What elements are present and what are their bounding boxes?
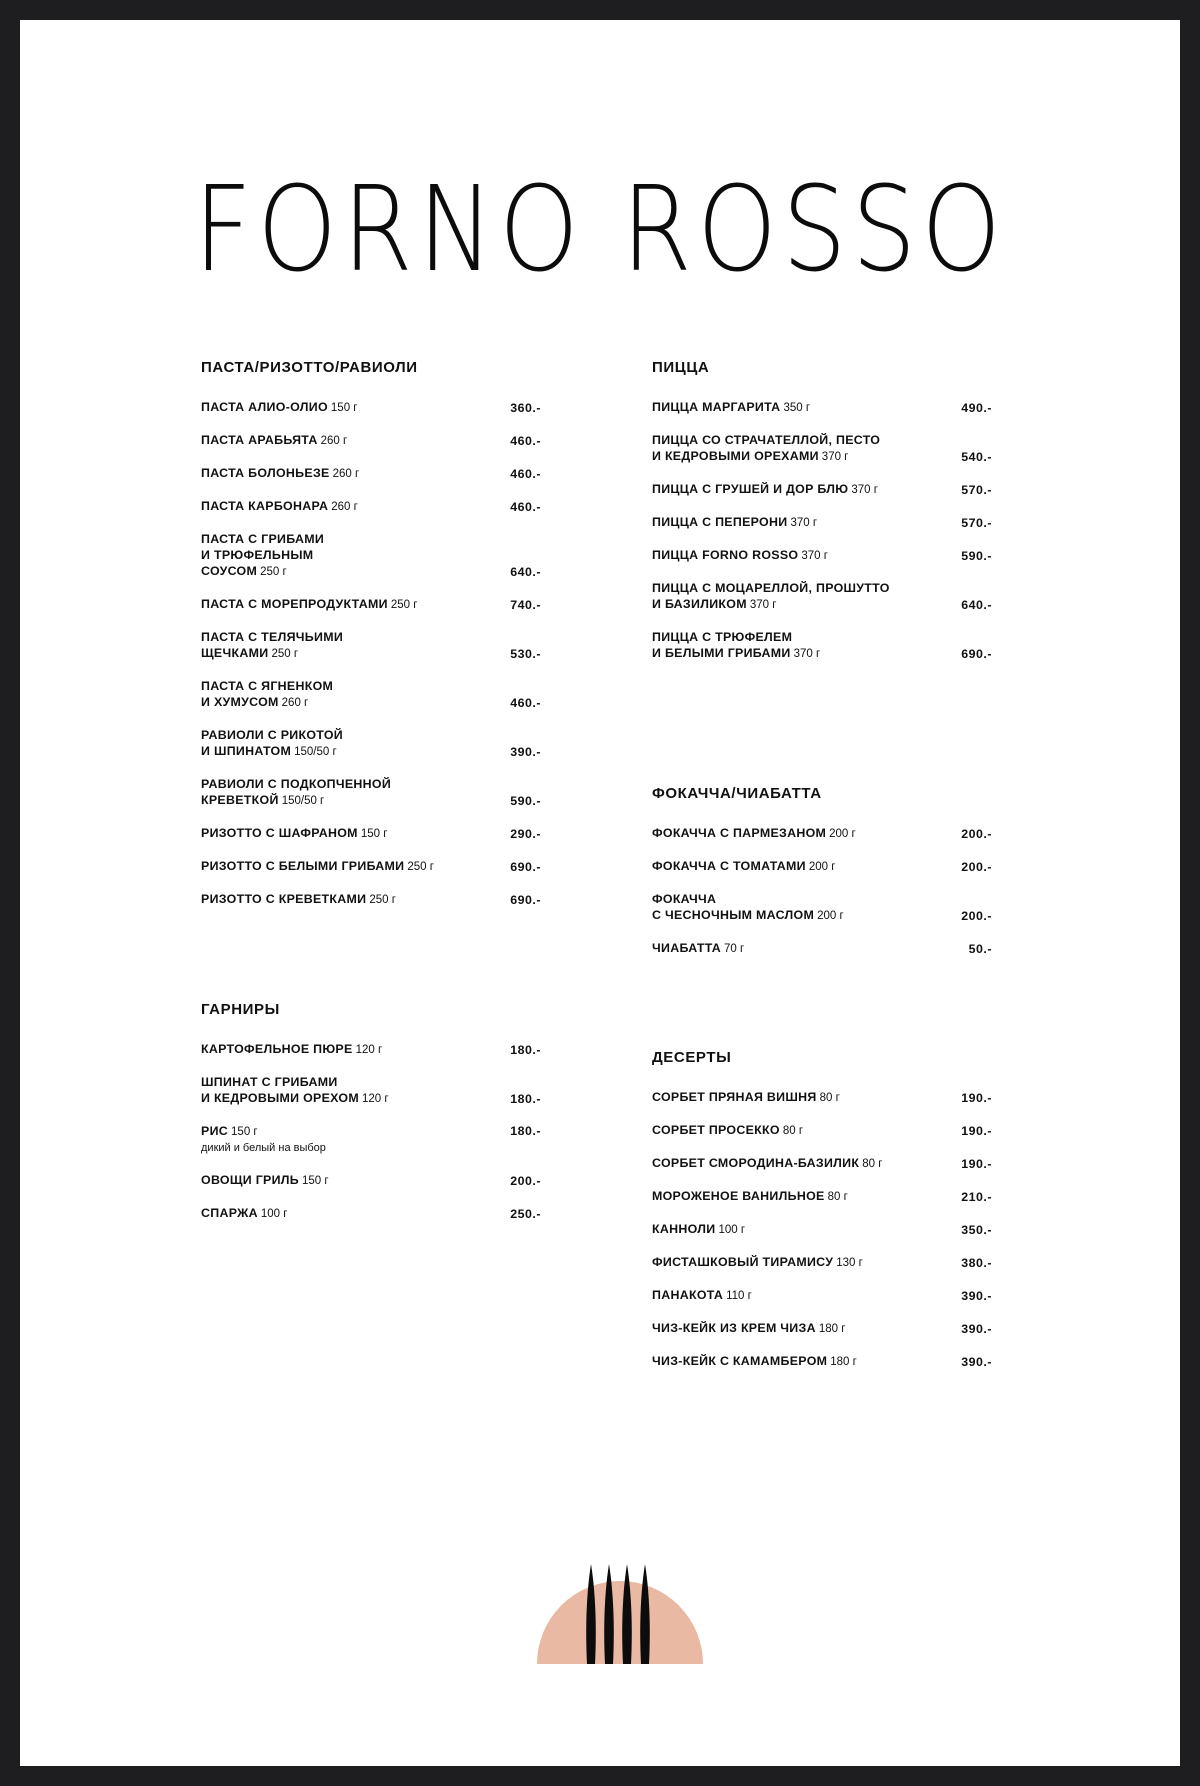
item-list bbox=[652, 825, 992, 957]
menu-item-name: ПИЦЦА СО СТРАЧАТЕЛЛОЙ, ПЕСТО bbox=[652, 433, 881, 447]
menu-item-name: ПИЦЦА С ПЕПЕРОНИ bbox=[652, 515, 788, 529]
menu-item-name: РАВИОЛИ С РИКОТОЙ bbox=[201, 728, 344, 742]
menu-item-text bbox=[652, 514, 922, 531]
menu-item-name: ФИСТАШКОВЫЙ ТИРАМИСУ bbox=[652, 1255, 834, 1269]
menu-item-text bbox=[201, 531, 471, 580]
menu-item-price: 390.- bbox=[961, 1322, 992, 1336]
menu-item-name: ПАСТА С ТЕЛЯЧЬИМИ bbox=[201, 630, 344, 644]
menu-item-weight: 80 г bbox=[827, 1191, 848, 1203]
menu-item bbox=[201, 432, 541, 449]
menu-item-weight: 200 г bbox=[808, 861, 836, 873]
menu-item-name: ЩЕЧКАМИ bbox=[201, 646, 269, 660]
menu-item-name: И ХУМУСОМ bbox=[201, 695, 279, 709]
menu-item-name: ПАСТА КАРБОНАРА bbox=[201, 499, 329, 513]
menu-item-text bbox=[201, 465, 471, 482]
menu-item bbox=[652, 1122, 992, 1139]
menu-item-weight: 260 г bbox=[332, 468, 360, 480]
menu-item-text bbox=[652, 825, 922, 842]
menu-item-text bbox=[201, 776, 471, 809]
menu-item-price: 390.- bbox=[510, 745, 541, 759]
menu-item-weight: 150/50 г bbox=[294, 746, 337, 758]
item-list bbox=[201, 399, 541, 908]
menu-item bbox=[201, 678, 541, 711]
menu-item-name: РАВИОЛИ С ПОДКОПЧЕННОЙ bbox=[201, 777, 392, 791]
menu-item-price: 390.- bbox=[961, 1289, 992, 1303]
menu-item-name: ОВОЩИ ГРИЛЬ bbox=[201, 1173, 299, 1187]
menu-item bbox=[201, 629, 541, 662]
menu-item-text bbox=[652, 1221, 922, 1238]
section-garnish bbox=[201, 999, 541, 1238]
menu-item-weight: 100 г bbox=[718, 1224, 746, 1236]
menu-item-name: И ШПИНАТОМ bbox=[201, 744, 292, 758]
logo-semicircle bbox=[537, 1581, 703, 1664]
menu-item-price: 570.- bbox=[961, 516, 992, 530]
menu-item-price: 530.- bbox=[510, 647, 541, 661]
menu-item-price: 570.- bbox=[961, 483, 992, 497]
menu-item-name: ШПИНАТ С ГРИБАМИ bbox=[201, 1075, 338, 1089]
menu-item-name: РИЗОТТО С КРЕВЕТКАМИ bbox=[201, 892, 367, 906]
menu-item-weight: 120 г bbox=[355, 1044, 383, 1056]
menu-item-price: 50.- bbox=[968, 942, 992, 956]
menu-item bbox=[201, 498, 541, 515]
menu-item-name: СОРБЕТ ПРОСЕККО bbox=[652, 1123, 780, 1137]
menu-item-name: КАННОЛИ bbox=[652, 1222, 716, 1236]
menu-item-weight: 80 г bbox=[819, 1092, 840, 1104]
menu-item-name: ЧИЗ-КЕЙК С КАМАМБЕРОМ bbox=[652, 1354, 828, 1368]
menu-item bbox=[652, 1320, 992, 1337]
menu-item-name: И БЕЛЫМИ ГРИБАМИ bbox=[652, 646, 791, 660]
menu-item-note: дикий и белый на выбор bbox=[201, 1142, 326, 1154]
menu-item-price: 190.- bbox=[961, 1124, 992, 1138]
menu-item-name: ПАСТА С ГРИБАМИ bbox=[201, 532, 325, 546]
section-focaccia bbox=[652, 783, 992, 973]
menu-item-text bbox=[652, 940, 922, 957]
menu-item bbox=[652, 514, 992, 531]
menu-item bbox=[201, 399, 541, 416]
menu-item-weight: 150 г bbox=[360, 828, 388, 840]
menu-item bbox=[652, 1188, 992, 1205]
menu-item-weight: 370 г bbox=[821, 451, 849, 463]
menu-item-text bbox=[201, 678, 471, 711]
menu-item-name: РИС bbox=[201, 1124, 229, 1138]
menu-item-price: 360.- bbox=[510, 401, 541, 415]
menu-item-text bbox=[652, 1320, 922, 1337]
menu-item bbox=[652, 891, 992, 924]
menu-item-weight: 260 г bbox=[331, 501, 358, 513]
menu-item-price: 590.- bbox=[961, 549, 992, 563]
menu-item bbox=[652, 629, 992, 662]
menu-item-name: ФОКАЧЧА bbox=[652, 892, 717, 906]
menu-item-price: 210.- bbox=[961, 1190, 992, 1204]
menu-item-text bbox=[652, 1122, 922, 1139]
menu-item-text bbox=[201, 891, 471, 908]
menu-item-name: РИЗОТТО С ШАФРАНОМ bbox=[201, 826, 358, 840]
menu-item-text bbox=[652, 1089, 922, 1106]
menu-item-price: 460.- bbox=[510, 467, 541, 481]
menu-item-price: 460.- bbox=[510, 500, 541, 514]
menu-item-text bbox=[201, 858, 471, 875]
menu-item-price: 200.- bbox=[961, 909, 992, 923]
menu-item-text bbox=[201, 596, 471, 613]
menu-item-weight: 250 г bbox=[390, 599, 418, 611]
menu-item bbox=[201, 1205, 541, 1222]
menu-item-price: 190.- bbox=[961, 1157, 992, 1171]
menu-item-weight: 370 г bbox=[749, 599, 777, 611]
menu-item-name: ПАСТА С МОРЕПРОДУКТАМИ bbox=[201, 597, 388, 611]
menu-item bbox=[652, 940, 992, 957]
menu-item-weight: 260 г bbox=[320, 435, 348, 447]
menu-item-name: ПАСТА АЛИО-ОЛИО bbox=[201, 400, 328, 414]
menu-item-price: 540.- bbox=[961, 450, 992, 464]
menu-item-price: 390.- bbox=[961, 1355, 992, 1369]
menu-item-text bbox=[652, 1353, 922, 1370]
menu-item bbox=[201, 1041, 541, 1058]
menu-item-price: 290.- bbox=[510, 827, 541, 841]
menu-item-weight: 370 г bbox=[793, 648, 821, 660]
menu-item-text bbox=[201, 629, 471, 662]
menu-item bbox=[652, 399, 992, 416]
menu-item-price: 690.- bbox=[510, 860, 541, 874]
menu-item-price: 460.- bbox=[510, 434, 541, 448]
menu-item-price: 190.- bbox=[961, 1091, 992, 1105]
section-title: ДЕСЕРТЫ bbox=[652, 1049, 732, 1066]
page-title: FORNO ROSSO bbox=[193, 160, 1007, 298]
menu-item-price: 460.- bbox=[510, 696, 541, 710]
menu-item bbox=[201, 1172, 541, 1189]
menu-item-name: КРЕВЕТКОЙ bbox=[201, 793, 279, 807]
menu-page bbox=[20, 20, 1180, 1766]
menu-item-weight: 80 г bbox=[862, 1158, 883, 1170]
menu-item-weight: 120 г bbox=[361, 1093, 389, 1105]
menu-item-text bbox=[652, 858, 922, 875]
menu-item-name: И КЕДРОВЫМИ ОРЕХАМИ bbox=[652, 449, 819, 463]
item-list bbox=[652, 1089, 992, 1370]
menu-item-price: 490.- bbox=[961, 401, 992, 415]
menu-item-weight: 370 г bbox=[790, 517, 818, 529]
menu-item-name: ПИЦЦА FORNO ROSSO bbox=[652, 548, 799, 562]
menu-item-name: СОРБЕТ ПРЯНАЯ ВИШНЯ bbox=[652, 1090, 817, 1104]
menu-item-weight: 260 г bbox=[281, 697, 309, 709]
menu-item-price: 640.- bbox=[510, 565, 541, 579]
menu-item bbox=[652, 858, 992, 875]
menu-item bbox=[652, 1089, 992, 1106]
menu-item-price: 590.- bbox=[510, 794, 541, 808]
menu-item-text bbox=[201, 399, 471, 416]
menu-item-price: 250.- bbox=[510, 1207, 541, 1221]
section-pasta bbox=[201, 357, 541, 924]
menu-item-weight: 130 г bbox=[836, 1257, 863, 1269]
menu-item-name: ФОКАЧЧА С ТОМАТАМИ bbox=[652, 859, 806, 873]
menu-item-price: 200.- bbox=[961, 860, 992, 874]
menu-item-weight: 250 г bbox=[407, 861, 434, 873]
menu-item-name: С ЧЕСНОЧНЫМ МАСЛОМ bbox=[652, 908, 815, 922]
menu-item-text bbox=[652, 1155, 922, 1172]
menu-item bbox=[652, 1254, 992, 1271]
menu-item-price: 200.- bbox=[961, 827, 992, 841]
menu-item bbox=[652, 432, 992, 465]
menu-item-weight: 70 г bbox=[724, 943, 745, 955]
menu-item-text bbox=[201, 1205, 471, 1222]
menu-item bbox=[201, 825, 541, 842]
menu-item-weight: 150 г bbox=[330, 402, 358, 414]
menu-item-weight: 200 г bbox=[817, 910, 844, 922]
menu-item-price: 740.- bbox=[510, 598, 541, 612]
menu-item-name: ПИЦЦА С МОЦАРЕЛЛОЙ, ПРОШУТТО bbox=[652, 581, 890, 595]
fork-logo-icon bbox=[535, 1564, 705, 1666]
menu-item-weight: 110 г bbox=[726, 1290, 752, 1302]
menu-item-price: 200.- bbox=[510, 1174, 541, 1188]
menu-item-text bbox=[652, 891, 922, 924]
menu-item-name: ПАСТА С ЯГНЕНКОМ bbox=[201, 679, 334, 693]
menu-item-price: 350.- bbox=[961, 1223, 992, 1237]
menu-item-name: И БАЗИЛИКОМ bbox=[652, 597, 747, 611]
menu-item-text bbox=[652, 399, 922, 416]
section-title: ГАРНИРЫ bbox=[201, 1001, 280, 1018]
menu-item-text bbox=[201, 1172, 471, 1189]
menu-item-weight: 370 г bbox=[801, 550, 828, 562]
menu-item-weight: 180 г bbox=[830, 1356, 857, 1368]
menu-item-name: ПАСТА АРАБЬЯТА bbox=[201, 433, 318, 447]
menu-item-text bbox=[652, 481, 922, 498]
menu-item-price: 180.- bbox=[510, 1124, 541, 1138]
menu-item-text bbox=[652, 580, 922, 613]
menu-item-name: ПИЦЦА МАРГАРИТА bbox=[652, 400, 781, 414]
menu-item-name: СОУСОМ bbox=[201, 564, 258, 578]
menu-item-price: 690.- bbox=[510, 893, 541, 907]
section-pizza bbox=[652, 357, 992, 678]
menu-item-text bbox=[652, 547, 922, 564]
menu-item-name: ПИЦЦА С ГРУШЕЙ И ДОР БЛЮ bbox=[652, 482, 849, 496]
menu-item-name: И ТРЮФЕЛЬНЫМ bbox=[201, 548, 314, 562]
menu-item-price: 690.- bbox=[961, 647, 992, 661]
menu-item-weight: 150 г bbox=[231, 1126, 258, 1138]
menu-item bbox=[201, 531, 541, 580]
menu-item-text bbox=[201, 1041, 471, 1058]
menu-item-text bbox=[201, 498, 471, 515]
menu-item bbox=[652, 580, 992, 613]
menu-item-name: РИЗОТТО С БЕЛЫМИ ГРИБАМИ bbox=[201, 859, 405, 873]
menu-item-text bbox=[652, 1287, 922, 1304]
menu-item bbox=[652, 1155, 992, 1172]
menu-item-weight: 250 г bbox=[260, 566, 287, 578]
menu-item-name: ФОКАЧЧА С ПАРМЕЗАНОМ bbox=[652, 826, 827, 840]
menu-item-weight: 200 г bbox=[829, 828, 856, 840]
menu-item-price: 180.- bbox=[510, 1092, 541, 1106]
menu-item-weight: 80 г bbox=[782, 1125, 804, 1137]
menu-item-name: И КЕДРОВЫМИ ОРЕХОМ bbox=[201, 1091, 359, 1105]
menu-item-name: ЧИЗ-КЕЙК ИЗ КРЕМ ЧИЗА bbox=[652, 1321, 816, 1335]
menu-item-text bbox=[201, 825, 471, 842]
section-title: ПИЦЦА bbox=[652, 359, 710, 376]
menu-item-weight: 250 г bbox=[369, 894, 396, 906]
menu-item bbox=[201, 1123, 541, 1156]
menu-item-name: МОРОЖЕНОЕ ВАНИЛЬНОЕ bbox=[652, 1189, 825, 1203]
menu-item-weight: 150/50 г bbox=[281, 795, 325, 807]
menu-item bbox=[652, 1287, 992, 1304]
menu-item-text bbox=[201, 1074, 471, 1107]
menu-item-text bbox=[201, 1123, 471, 1156]
menu-item-text bbox=[652, 1188, 922, 1205]
menu-item-text bbox=[201, 727, 471, 760]
menu-item-weight: 370 г bbox=[851, 484, 878, 496]
menu-item bbox=[652, 547, 992, 564]
menu-item-name: КАРТОФЕЛЬНОЕ ПЮРЕ bbox=[201, 1042, 353, 1056]
menu-item bbox=[201, 596, 541, 613]
menu-item-weight: 350 г bbox=[783, 402, 811, 414]
menu-item-weight: 100 г bbox=[260, 1208, 288, 1220]
menu-item-name: СПАРЖА bbox=[201, 1206, 258, 1220]
menu-item-name: ЧИАБАТТА bbox=[652, 941, 722, 955]
menu-item-name: ПИЦЦА С ТРЮФЕЛЕМ bbox=[652, 630, 793, 644]
item-list bbox=[652, 399, 992, 662]
section-title: ФОКАЧЧА/ЧИАБАТТА bbox=[652, 785, 822, 802]
menu-item-price: 180.- bbox=[510, 1043, 541, 1057]
menu-item-text bbox=[652, 432, 922, 465]
menu-item bbox=[201, 1074, 541, 1107]
menu-item-price: 380.- bbox=[961, 1256, 992, 1270]
menu-item bbox=[652, 825, 992, 842]
section-title: ПАСТА/РИЗОТТО/РАВИОЛИ bbox=[201, 359, 418, 376]
menu-item-name: ПАНАКОТА bbox=[652, 1288, 724, 1302]
menu-item-weight: 250 г bbox=[271, 648, 299, 660]
menu-item-text bbox=[652, 1254, 922, 1271]
menu-item-name: СОРБЕТ СМОРОДИНА-БАЗИЛИК bbox=[652, 1156, 860, 1170]
menu-item bbox=[201, 858, 541, 875]
section-desserts bbox=[652, 1047, 992, 1386]
menu-item bbox=[201, 776, 541, 809]
menu-item-name: ПАСТА БОЛОНЬЕЗЕ bbox=[201, 466, 330, 480]
menu-item-weight: 150 г bbox=[301, 1175, 329, 1187]
menu-item bbox=[652, 481, 992, 498]
menu-item bbox=[201, 891, 541, 908]
menu-item bbox=[652, 1353, 992, 1370]
menu-item-weight: 180 г bbox=[818, 1323, 846, 1335]
menu-item-price: 640.- bbox=[961, 598, 992, 612]
menu-item-text bbox=[652, 629, 922, 662]
menu-item bbox=[201, 727, 541, 760]
menu-item bbox=[201, 465, 541, 482]
menu-item bbox=[652, 1221, 992, 1238]
item-list bbox=[201, 1041, 541, 1222]
menu-item-text bbox=[201, 432, 471, 449]
